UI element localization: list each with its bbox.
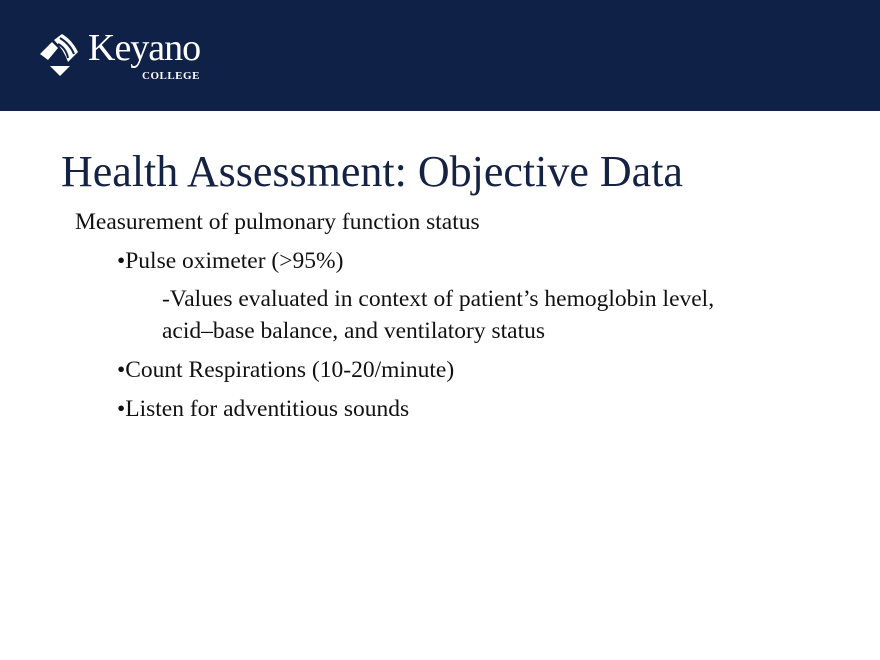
bullet-count-respirations: •Count Respirations (10-20/minute) bbox=[117, 357, 455, 383]
keyano-diamond-icon bbox=[38, 32, 82, 76]
sub-bullet-values-cont: acid–base balance, and ventilatory status bbox=[162, 318, 546, 344]
logo-name: Keyano bbox=[88, 27, 201, 69]
bullet-pulse-oximeter: •Pulse oximeter (>95%) bbox=[117, 248, 344, 274]
header-banner bbox=[0, 0, 880, 111]
bullet-adventitious-sounds: •Listen for adventitious sounds bbox=[117, 396, 410, 422]
keyano-logo bbox=[38, 27, 208, 90]
slide-title: Health Assessment: Objective Data bbox=[61, 147, 683, 196]
logo-subtitle: COLLEGE bbox=[142, 70, 200, 82]
slide-heading: Measurement of pulmonary function status bbox=[75, 209, 480, 235]
sub-bullet-values: -Values evaluated in context of patient’s hemoglobin level, bbox=[162, 286, 715, 312]
